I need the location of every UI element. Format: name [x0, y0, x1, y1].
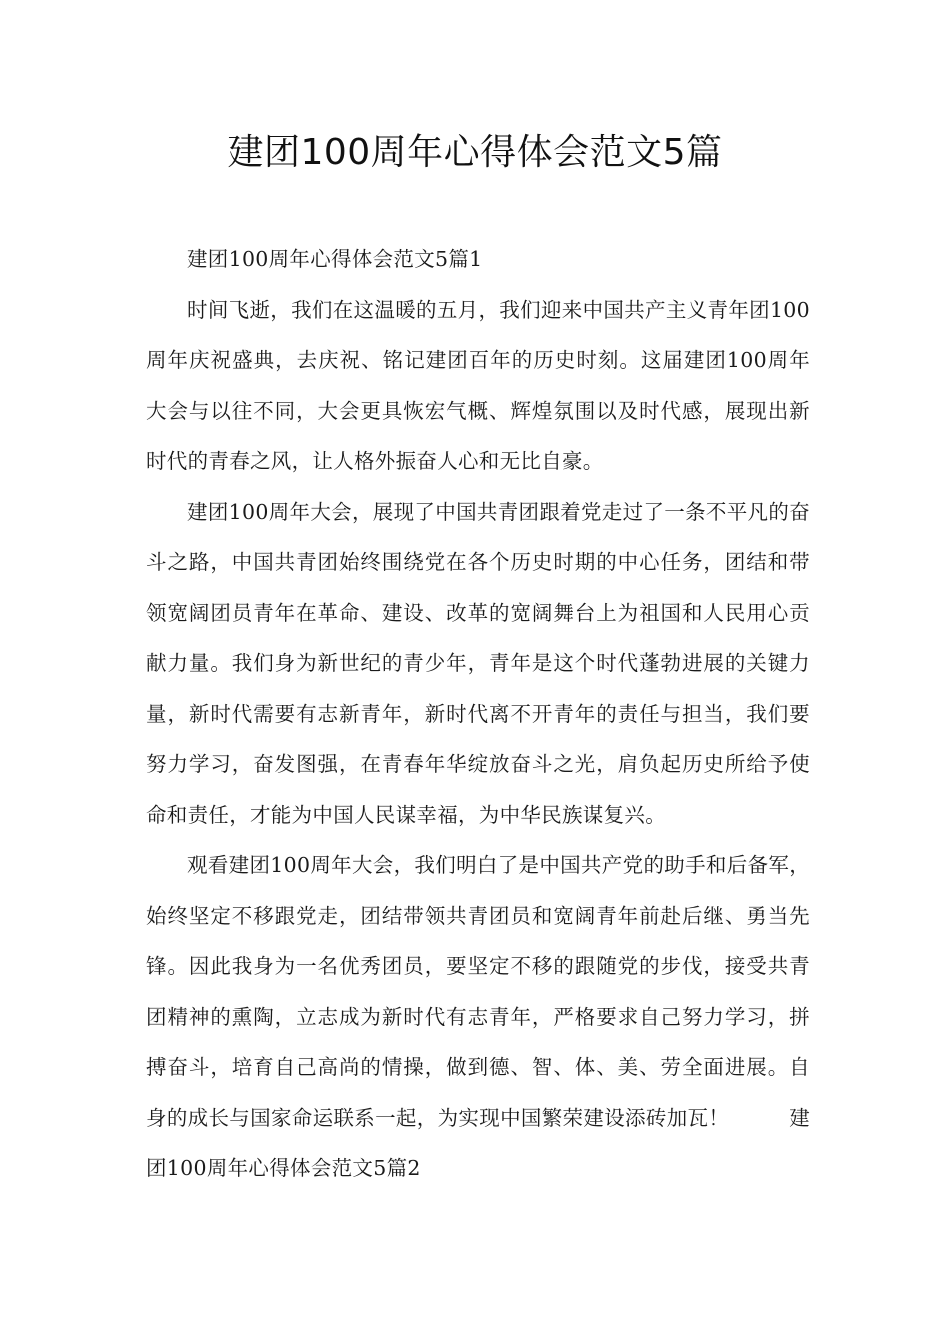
- document-title: 建团100周年心得体会范文5篇: [227, 132, 723, 173]
- paragraph-3: [146, 840, 810, 1194]
- document-body: [146, 234, 810, 1194]
- paragraph-2: 建团100周年大会，展现了中国共青团跟着党走过了一条不平凡的奋斗之路，中国共青团始终围绕党在各个历史时期的中心任务，团结和带领宽阔团员青年在革命、建设、改革的宽阔舞台上为祖国和人民用心贡献力量。我们身为新世纪的青少年，青年是这个时代蓬勃进展的关键力量，新时代需要有志新青年，新时代离不开青年的责任与担当，我们要努力学习，奋发图强，在青春年华绽放奋斗之光，肩负起历史所给予使命和责任，才能为中国人民谋幸福，为中华民族谋复兴。: [146, 499, 810, 827]
- paragraph-3-text: 观看建团100周年大会，我们明白了是中国共产党的助手和后备军，始终坚定不移跟党走，团结带领共青团员和宽阔青年前赴后继、勇当先锋。因此我身为一名优秀团员，要坚定不移的跟随党的步伐，接受共青团精神的熏陶，立志成为新时代有志青年，严格要求自己努力学习，拼搏奋斗，培育自己高尚的情操，做到德、智、体、美、劳全面进展。自身的成长与国家命运联系一起，为实现中国繁荣建设添砖加瓦！: [146, 853, 810, 1130]
- section-heading-1: 建团100周年心得体会范文5篇1: [187, 247, 483, 271]
- paragraph-1: 时间飞逝，我们在这温暖的五月，我们迎来中国共产主义青年团100周年庆祝盛典，去庆祝、铭记建团百年的历史时刻。这届建团100周年大会与以往不同，大会更具恢宏气概、辉煌氛围以及时代感，展现出新时代的青春之风，让人格外振奋人心和无比自豪。: [146, 297, 810, 473]
- section-heading-2: 建团100周年心得体会范文5篇2: [146, 1105, 810, 1180]
